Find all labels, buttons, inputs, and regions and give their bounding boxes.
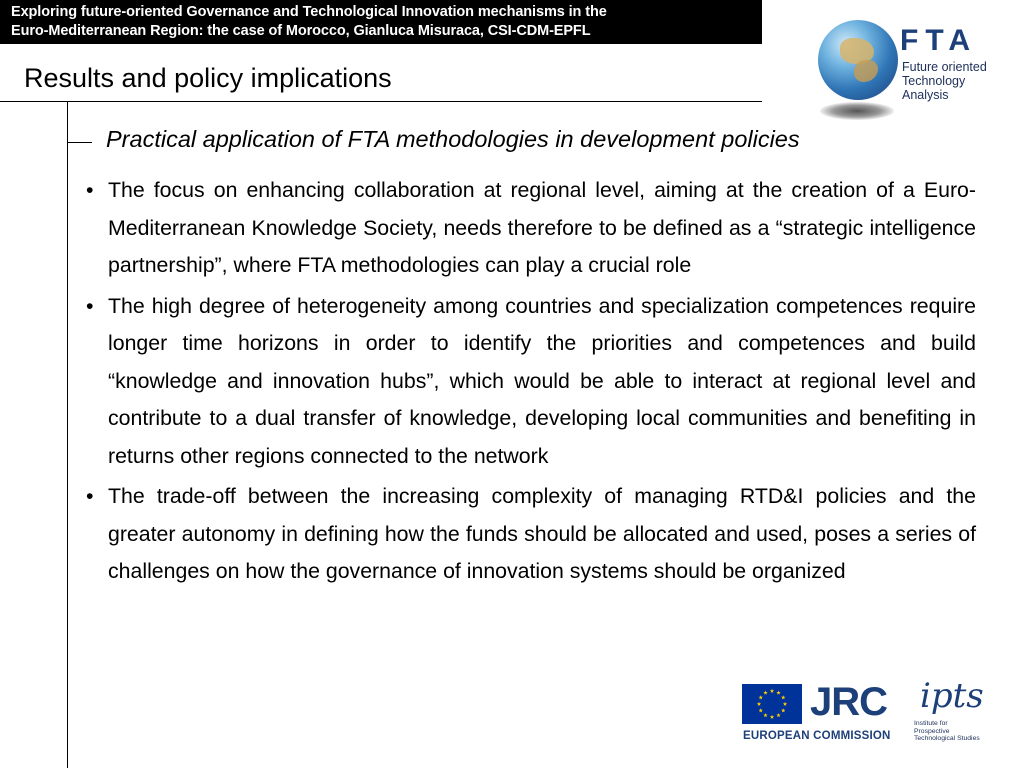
eu-star [763,713,767,717]
bullet-marker: • [86,293,94,318]
bullet-item [86,172,976,285]
fta-wordmark: FTA [900,24,978,57]
fta-logo [806,14,992,126]
fta-tagline-3: Analysis [902,88,949,102]
header-line-1: Exploring future-oriented Governance and Technological Innovation mechanisms in the [11,4,607,20]
eu-star [763,690,767,694]
globe-shadow [820,102,894,120]
subtitle-dash [67,142,92,143]
bullet-text: The trade-off between the increasing complexity of managing RTD&I policies and the greater autonomy in defining how the funds should be allocated and used, poses a series of challenges on how the governance of innovation systems should be organized [108,484,976,583]
bullet-item [86,478,976,591]
fta-tagline-1: Future oriented [902,60,987,74]
eu-star [759,695,763,699]
header-banner [0,0,762,44]
bullet-marker: • [86,484,94,508]
ipts-logo [912,676,1012,756]
ipts-wordmark: ipts [920,676,984,716]
eu-star [770,715,774,719]
eu-star [759,708,763,712]
vertical-divider [67,101,68,768]
eu-star [781,708,785,712]
bullet-list [86,172,976,594]
eu-flag-icon [742,684,802,724]
jrc-wordmark: JRC [810,680,888,724]
eu-star [776,713,780,717]
ipts-caption: Institute for Prospective Technological Studies [914,720,980,743]
bullet-item [86,288,976,476]
eu-star [776,690,780,694]
slide-title: Results and policy implications [24,63,392,93]
bullet-text: The focus on enhancing collaboration at regional level, aiming at the creation of a Euro-Mediterranean Knowledge Society, needs therefore to be defined as a “strategic intelligence partnership”, where FTA methodologies can play a crucial role [108,178,976,277]
title-divider [0,101,762,102]
bullet-text: The high degree of heterogeneity among countries and specialization competences require longer time horizons in order to identify the priorities and competences and build “knowledge and innovation hubs”, which would be able to interact at regional level and contribute to a dual transfer of knowledge, developing local communities and benefiting in returns other regions connected to the network [108,293,976,468]
fta-tagline-2: Technology [902,74,966,88]
eu-star [781,695,785,699]
jrc-logo [742,680,891,748]
eu-star [757,702,761,706]
globe-icon [818,20,898,100]
header-line-2: Euro-Mediterranean Region: the case of Morocco, Gianluca Misuraca, CSI-CDM-EPFL [11,23,591,39]
slide-subtitle: Practical application of FTA methodologies in development policies [106,126,800,152]
european-commission-label: EUROPEAN COMMISSION [743,730,891,742]
bullet-marker: • [86,178,94,202]
eu-star [783,702,787,706]
eu-star [770,689,774,693]
